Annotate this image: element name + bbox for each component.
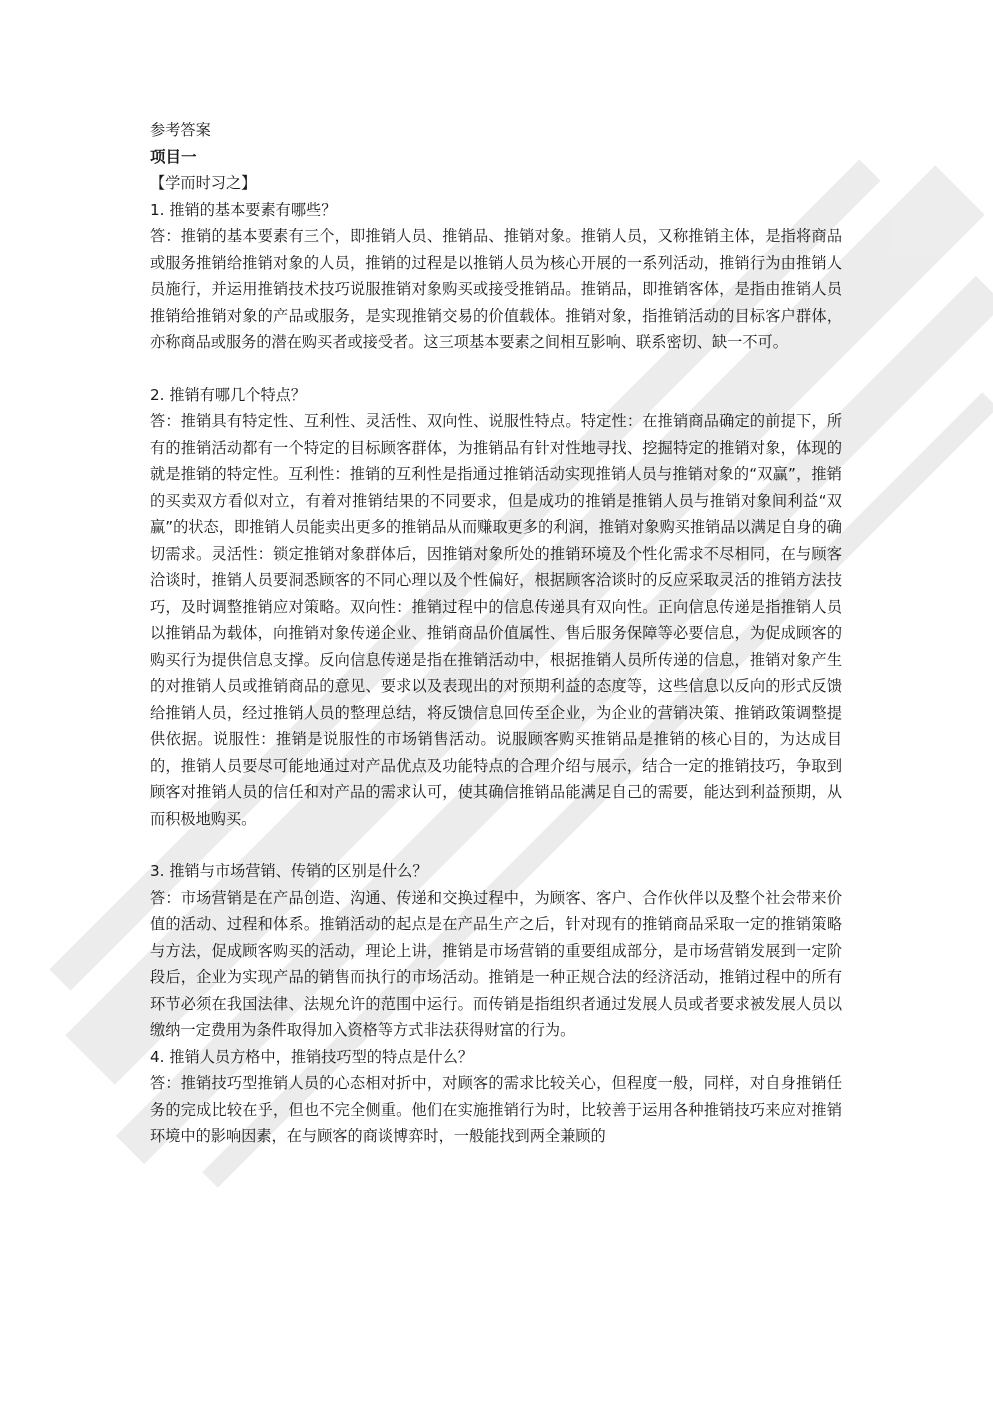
qa-block-4 [150,1044,842,1150]
qa-block-3 [150,858,842,1044]
answer-document [150,117,842,1150]
answer-1: 答：推销的基本要素有三个，即推销人员、推销品、推销对象。推销人员，又称推销主体，是指将商品或服务推销给推销对象的人员，推销的过程是以推销人员为核心开展的一系列活动，推销行为由推销人员施行，并运用推销技术技巧说服推销对象购买或接受推销品。推销品，即推销客体，是指由推销人员推销给推销对象的产品或服务，是实现推销交易的价值载体。推销对象，指推销活动的目标客户群体，亦称商品或服务的潜在购买者或接受者。这三项基本要素之间相互影响、联系密切、缺一不可。 [150,227,842,351]
doc-label: 参考答案 [150,121,211,139]
page-title: 项目一 [150,147,197,166]
answer-3: 答：市场营销是在产品创造、沟通、传递和交换过程中，为顾客、客户、合作伙伴以及整个社会带来价值的活动、过程和体系。推销活动的起点是在产品生产之后，针对现有的推销商品采取一定的推销策略与方法，促成顾客购买的活动，理论上讲，推销是市场营销的重要组成部分，是市场营销发展到一定阶段后，企业为实现产品的销售而执行的市场活动。推销是一种正规合法的经济活动，推销过程中的所有环节必须在我国法律、法规允许的范围中运行。而传销是指组织者通过发展人员或者要求被发展人员以缴纳一定费用为条件取得加入资格等方式非法获得财富的行为。 [150,888,842,1039]
question-2: 2. 推销有哪几个特点？ [150,385,307,404]
section-label: 【学而时习之】 [150,174,257,192]
answer-4: 答：推销技巧型推销人员的心态相对折中，对顾客的需求比较关心，但程度一般，同样，对自身推销任务的完成比较在乎，但也不完全侧重。他们在实施推销行为时，比较善于运用各种推销技巧来应对推销环境中的影响因素，在与顾客的商谈博弈时，一般能找到两全兼顾的 [150,1074,842,1145]
question-1: 1. 推销的基本要素有哪些？ [150,200,337,219]
question-4: 4. 推销人员方格中，推销技巧型的特点是什么？ [150,1047,474,1066]
qa-block-1 [150,197,842,356]
answer-2: 答：推销具有特定性、互利性、灵活性、双向性、说服性特点。特定性：在推销商品确定的前提下，所有的推销活动都有一个特定的目标顾客群体，为推销品有针对性地寻找、挖掘特定的推销对象，体现的就是推销的特定性。互利性：推销的互利性是指通过推销活动实现推销人员与推销对象的“双赢”，推销的买卖双方看似对立，有着对推销结果的不同要求，但是成功的推销是推销人员与推销对象间利益“双赢”的状态，即推销人员能卖出更多的推销品从而赚取更多的利润，推销对象购买推销品以满足自身的确切需求。灵活性：锁定推销对象群体后，因推销对象所处的推销环境及个性化需求不尽相同，在与顾客洽谈时，推销人员要洞悉顾客的不同心理以及个性偏好，根据顾客洽谈时的反应采取灵活的推销方法技巧，及时调整推销应对策略。双向性：推销过程中的信息传递具有双向性。正向信息传递是指推销人员以推销品为载体，向推销对象传递企业、推销商品价值属性、售后服务保障等必要信息，为促成顾客的购买行为提供信息支撑。反向信息传递是指在推销活动中，根据推销人员所传递的信息，推销对象产生的对推销人员或推销商品的意见、要求以及表现出的对预期利益的态度等，这些信息以反向的形式反馈给推销人员，经过推销人员的整理总结，将反馈信息回传至企业，为企业的营销决策、推销政策调整提供依据。说服性：推销是说服性的市场销售活动。说服顾客购买推销品是推销的核心目的，为达成目的，推销人员要尽可能地通过对产品优点及功能特点的合理介绍与展示，结合一定的推销技巧，争取到顾客对推销人员的信任和对产品的需求认可，使其确信推销品能满足自己的需要，能达到利益预期，从而积极地购买。 [150,412,842,828]
question-3: 3. 推销与市场营销、传销的区别是什么？ [150,862,428,880]
qa-block-2 [150,382,842,833]
